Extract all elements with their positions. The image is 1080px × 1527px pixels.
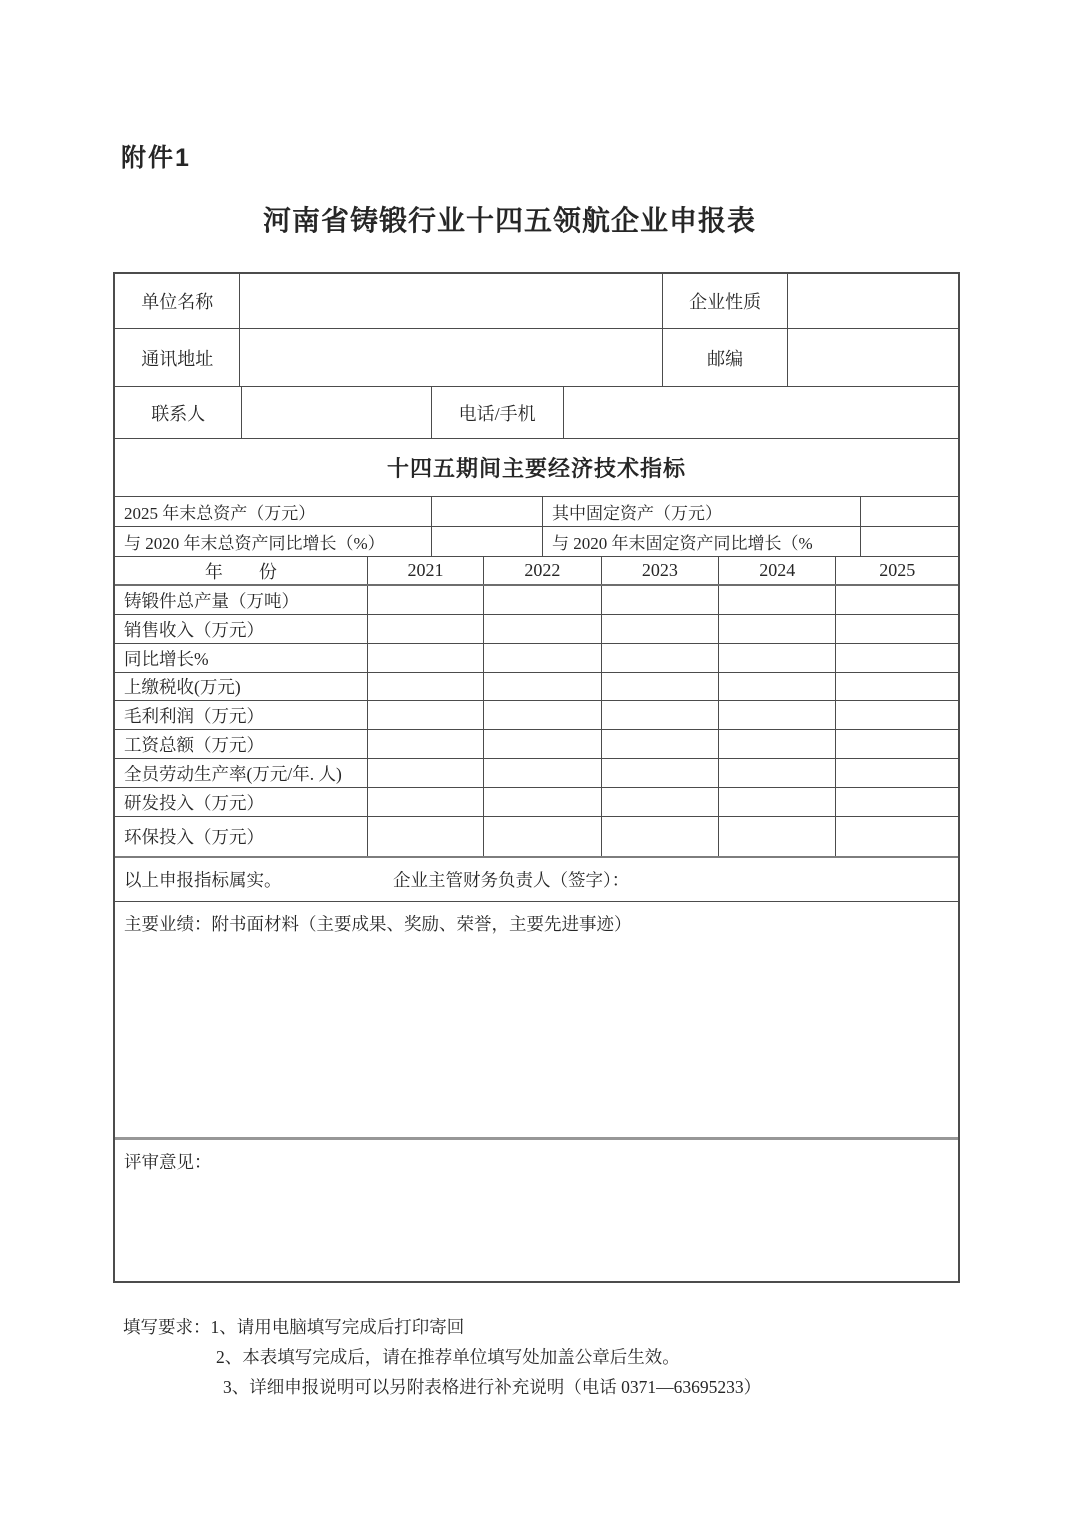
indicator-value-cell[interactable]	[601, 615, 718, 643]
contact-label: 联系人	[151, 403, 206, 424]
instructions-prefix: 填写要求：	[123, 1317, 211, 1337]
table-row	[115, 497, 958, 527]
year-2025-header: 2025	[835, 557, 957, 584]
achievements-cell[interactable]	[115, 902, 958, 1137]
page-title: 河南省铸锻行业十四五领航企业申报表	[263, 206, 757, 237]
indicator-label: 毛利利润（万元）	[124, 705, 264, 726]
year-2022-header: 2022	[483, 557, 600, 584]
instruction-line	[123, 1312, 761, 1342]
indicator-value-cell[interactable]	[835, 788, 957, 816]
indicator-value-cell[interactable]	[601, 759, 718, 787]
indicator-row	[115, 644, 958, 673]
indicator-value-cell[interactable]	[483, 615, 600, 643]
indicator-value-cell[interactable]	[367, 701, 483, 729]
instruction-item: 2、本表填写完成后，请在推荐单位填写处加盖公章后生效。	[216, 1347, 680, 1367]
attachment-label: 附件1	[121, 144, 191, 172]
indicator-label: 环保投入（万元）	[124, 827, 264, 847]
indicator-value-cell[interactable]	[483, 701, 600, 729]
indicator-value-cell[interactable]	[367, 644, 483, 672]
postcode-label: 邮编	[662, 329, 786, 386]
instruction-item: 3、详细申报说明可以另附表格进行补充说明（电话 0371—63695233）	[223, 1377, 762, 1397]
instruction-item: 1、请用电脑填写完成后打印寄回	[210, 1317, 465, 1337]
achievements-row	[115, 902, 958, 1140]
review-label: 评审意见：	[124, 1152, 212, 1172]
indicator-row	[115, 788, 958, 817]
indicator-label: 同比增长%	[124, 648, 209, 669]
indicator-value-cell[interactable]	[601, 586, 718, 614]
indicator-row	[115, 701, 958, 730]
indicator-value-cell[interactable]	[483, 788, 600, 816]
indicator-value-cell[interactable]	[835, 673, 957, 700]
unit-name-input[interactable]	[239, 274, 662, 328]
table-row	[115, 387, 958, 439]
indicator-value-cell[interactable]	[483, 730, 600, 758]
year-2021-header: 2021	[367, 557, 483, 584]
indicator-value-cell[interactable]	[601, 788, 718, 816]
indicator-label: 铸锻件总产量（万吨）	[124, 590, 299, 611]
indicator-value-cell[interactable]	[367, 788, 483, 816]
declaration-statement: 以上申报指标属实。	[124, 870, 282, 890]
indicator-value-cell[interactable]	[367, 817, 483, 856]
year-header-row	[115, 557, 958, 586]
year-column-label: 年 份	[204, 561, 277, 582]
indicator-value-cell[interactable]	[835, 701, 957, 729]
indicator-row	[115, 817, 958, 858]
address-label: 通讯地址	[141, 348, 214, 369]
indicator-value-cell[interactable]	[601, 817, 718, 856]
indicator-row	[115, 673, 958, 701]
indicator-value-cell[interactable]	[835, 586, 957, 614]
table-row	[115, 439, 958, 497]
indicator-value-cell[interactable]	[718, 644, 835, 672]
indicator-value-cell[interactable]	[367, 615, 483, 643]
review-row	[115, 1140, 958, 1281]
total-assets-input[interactable]	[431, 497, 542, 526]
signature-label: 企业主管财务负责人（签字）：	[393, 870, 630, 890]
indicator-row	[115, 730, 958, 759]
table-row	[115, 329, 958, 387]
indicator-value-cell[interactable]	[718, 730, 835, 758]
indicators-section-title: 十四五期间主要经济技术指标	[386, 456, 686, 481]
indicator-value-cell[interactable]	[483, 673, 600, 700]
indicator-value-cell[interactable]	[835, 730, 957, 758]
indicator-label: 销售收入（万元）	[124, 619, 264, 640]
address-input[interactable]	[239, 329, 662, 386]
indicator-label: 工资总额（万元）	[124, 734, 264, 755]
indicator-label: 研发投入（万元）	[124, 792, 264, 813]
year-2024-header: 2024	[718, 557, 835, 584]
declaration-row	[115, 858, 958, 902]
indicator-value-cell[interactable]	[601, 644, 718, 672]
indicator-value-cell[interactable]	[718, 586, 835, 614]
indicator-row	[115, 759, 958, 788]
fixed-assets-growth-label: 与 2020 年末固定资产同比增长（%	[542, 527, 860, 556]
phone-label: 电话/手机	[431, 387, 563, 438]
indicator-value-cell[interactable]	[835, 817, 957, 856]
indicator-row	[115, 615, 958, 644]
unit-name-label: 单位名称	[141, 292, 214, 312]
indicator-value-cell[interactable]	[718, 673, 835, 700]
total-assets-label: 2025 年末总资产（万元）	[124, 504, 316, 523]
indicator-value-cell[interactable]	[718, 788, 835, 816]
indicator-value-cell[interactable]	[367, 730, 483, 758]
indicator-value-cell[interactable]	[483, 817, 600, 856]
indicator-value-cell[interactable]	[718, 615, 835, 643]
postcode-input[interactable]	[787, 329, 958, 386]
indicator-value-cell[interactable]	[367, 673, 483, 700]
indicator-value-cell[interactable]	[367, 586, 483, 614]
application-table	[113, 272, 960, 1283]
indicator-row	[115, 586, 958, 615]
fixed-assets-growth-input[interactable]	[860, 527, 958, 556]
indicator-value-cell[interactable]	[601, 730, 718, 758]
indicator-value-cell[interactable]	[835, 615, 957, 643]
indicator-value-cell[interactable]	[367, 759, 483, 787]
achievements-label: 主要业绩：附书面材料（主要成果、奖励、荣誉，主要先进事迹）	[124, 914, 632, 934]
indicator-value-cell[interactable]	[718, 817, 835, 856]
review-cell[interactable]	[115, 1140, 958, 1281]
phone-input[interactable]	[563, 387, 958, 438]
table-row	[115, 274, 958, 329]
table-row	[115, 527, 958, 557]
year-2023-header: 2023	[601, 557, 718, 584]
indicator-value-cell[interactable]	[835, 759, 957, 787]
indicator-value-cell[interactable]	[601, 673, 718, 700]
filling-instructions	[123, 1312, 761, 1402]
fixed-assets-label: 其中固定资产（万元）	[542, 497, 860, 526]
indicator-value-cell[interactable]	[483, 759, 600, 787]
indicator-value-cell[interactable]	[483, 644, 600, 672]
total-assets-growth-input[interactable]	[431, 527, 542, 556]
indicator-value-cell[interactable]	[601, 701, 718, 729]
contact-input[interactable]	[241, 387, 430, 438]
indicator-value-cell[interactable]	[718, 759, 835, 787]
indicator-value-cell[interactable]	[483, 586, 600, 614]
enterprise-nature-label: 企业性质	[662, 274, 786, 328]
indicator-value-cell[interactable]	[718, 701, 835, 729]
indicator-label: 上缴税收(万元)	[124, 677, 241, 697]
total-assets-growth-label: 与 2020 年末总资产同比增长（%）	[124, 534, 385, 553]
enterprise-nature-input[interactable]	[787, 274, 958, 328]
instruction-line	[123, 1372, 761, 1402]
indicator-label: 全员劳动生产率(万元/年. 人)	[124, 763, 342, 784]
fixed-assets-input[interactable]	[860, 497, 958, 526]
indicator-value-cell[interactable]	[835, 644, 957, 672]
instruction-line	[123, 1342, 761, 1372]
